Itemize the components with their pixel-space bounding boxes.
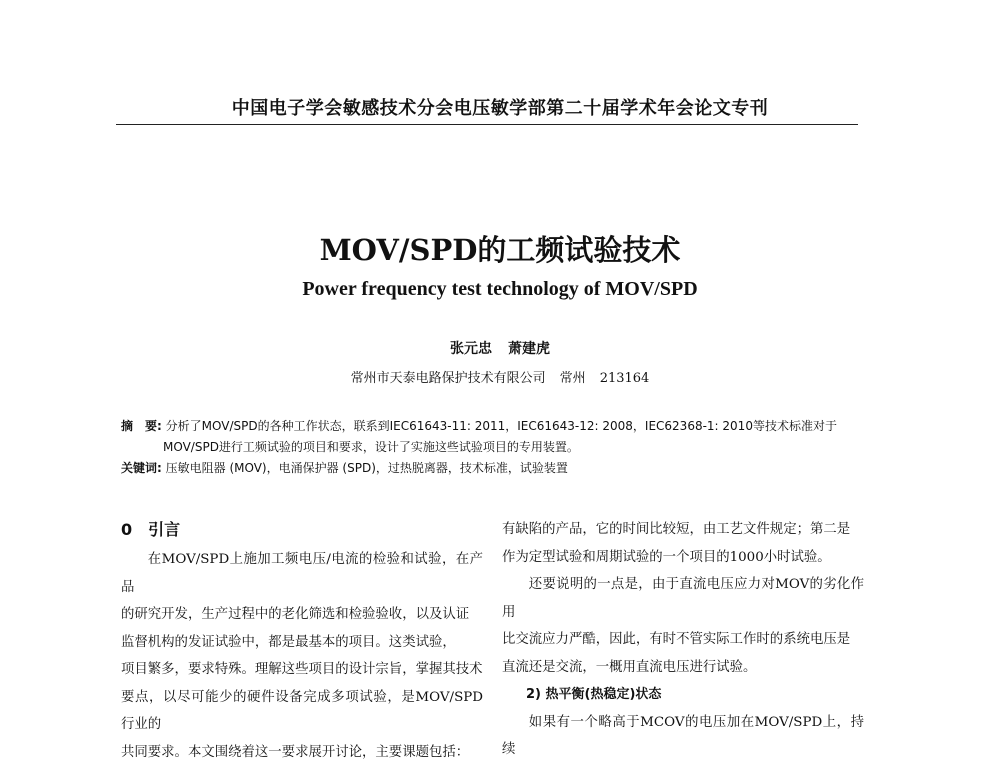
right-column bbox=[502, 516, 864, 764]
abstract-text: 分析了MOV/SPD的各种工作状态，联系到IEC61643-11: 2011，IEC61643-12: 2008，IEC62368-1: 2010等技术标准对于 bbox=[166, 419, 837, 433]
subsection-heading: 2) 热平衡(热稳定)状态 bbox=[502, 681, 864, 709]
section-heading-intro: 0 引言 bbox=[121, 516, 483, 544]
author-list bbox=[0, 338, 1000, 358]
abstract-label: 摘 要: bbox=[121, 419, 162, 433]
body-line: 在MOV/SPD上施加工频电压/电流的检验和试验，在产品 bbox=[121, 546, 483, 601]
abstract-line: MOV/SPD进行工频试验的项目和要求，设计了实施这些试验项目的专用装置。 bbox=[121, 437, 861, 458]
keywords-line bbox=[121, 458, 861, 479]
author-name: 张元忠 bbox=[450, 341, 492, 357]
affiliation-postcode: 213164 bbox=[600, 371, 650, 386]
left-column bbox=[121, 516, 483, 766]
author-name: 萧建虎 bbox=[508, 341, 550, 357]
body-line: 监督机构的发证试验中，都是最基本的项目。这类试验， bbox=[121, 629, 483, 657]
body-line: 有缺陷的产品，它的时间比较短，由工艺文件规定；第二是 bbox=[502, 516, 864, 544]
keywords-text: 压敏电阻器 (MOV)，电涌保护器 (SPD)，过热脱离器，技术标准，试验装置 bbox=[166, 461, 568, 475]
body-line: 直流还是交流，一概用直流电压进行试验。 bbox=[502, 654, 864, 682]
journal-header: 中国电子学会敏感技术分会电压敏学部第二十届学术年会论文专刊 bbox=[0, 94, 1000, 120]
affiliation-org: 常州市天泰电路保护技术有限公司 bbox=[351, 371, 546, 386]
affiliation bbox=[0, 367, 1000, 386]
body-line: 作为定型试验和周期试验的一个项目的1000小时试验。 bbox=[502, 544, 864, 572]
paper-title-en: Power frequency test technology of MOV/SPD bbox=[0, 278, 1000, 301]
body-line: 如果有一个略高于MCOV的电压加在MOV/SPD上，持续 bbox=[502, 709, 864, 764]
body-line: 项目繁多，要求特殊。理解这些项目的设计宗旨，掌握其技术 bbox=[121, 656, 483, 684]
abstract-line bbox=[121, 416, 861, 437]
header-rule bbox=[116, 124, 858, 125]
body-line: 要点，以尽可能少的硬件设备完成多项试验，是MOV/SPD行业的 bbox=[121, 684, 483, 739]
body-line: 还要说明的一点是，由于直流电压应力对MOV的劣化作用 bbox=[502, 571, 864, 626]
body-line: 的研究开发，生产过程中的老化筛选和检验验收，以及认证 bbox=[121, 601, 483, 629]
body-line: 共同要求。本文围绕着这一要求展开讨论，主要课题包括： bbox=[121, 739, 483, 766]
body-line: 比交流应力严酷，因此，有时不管实际工作时的系统电压是 bbox=[502, 626, 864, 654]
abstract-block bbox=[121, 416, 861, 479]
paper-title-zh: MOV/SPD的工频试验技术 bbox=[0, 228, 1000, 269]
keywords-label: 关键词: bbox=[121, 461, 162, 475]
affiliation-city: 常州 bbox=[560, 371, 586, 386]
